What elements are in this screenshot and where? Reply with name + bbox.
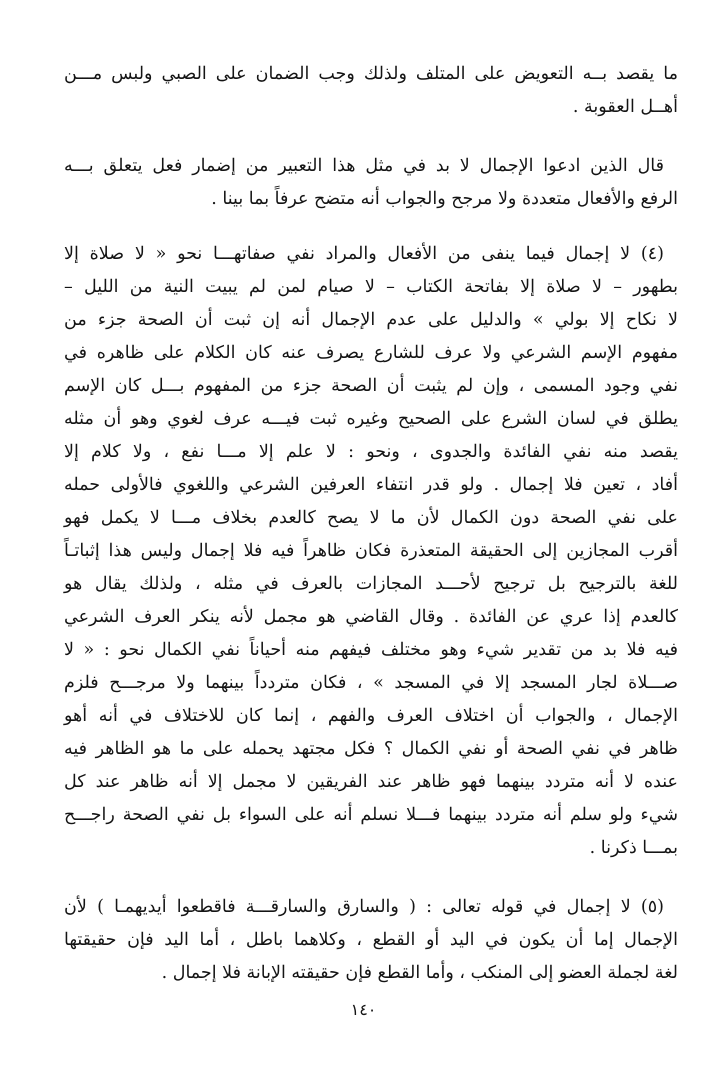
text-line: الرفع والأفعال متعددة ولا مرجح والجواب أنه متضح عرفاً بما بينا . — [211, 189, 678, 209]
text-line: بطهور – لا صلاة إلا بفاتحة الكتاب – لا صيام لمن لم يبيت النية من الليل – — [64, 277, 678, 297]
text-line: مفهوم الإسم الشرعي ولا عرف للشارع يصرف عنه كان الكلام على ظاهره في — [64, 343, 678, 363]
paragraph-4 — [64, 891, 678, 990]
text-line: عنده لا أنه متردد بينهما فهو ظاهر عند الفريقين لا مجمل إلا أنه ظاهر عند كل — [64, 772, 678, 792]
text-line: (٤) لا إجمال فيما ينفى من الأفعال والمراد نفي صفاتهـــا نحو « لا صلاة إلا — [64, 244, 664, 264]
text-line: على نفي الصحة دون الكمال لأن ما لا يصح كالعدم بخلاف مـــا لا يكمل فهو — [64, 508, 678, 528]
text-line: لغة لجملة العضو إلى المنكب ، وأما القطع فإن حقيقته الإبانة فلا إجمال . — [161, 963, 678, 983]
text-line: الإجمال إما أن يكون في اليد أو القطع ، وكلاهما باطل ، أما اليد فإن حقيقتها — [64, 930, 678, 950]
text-line: بمـــا ذكرنا . — [589, 838, 678, 858]
text-line: لا نكاح إلا بولي » والدليل على عدم الإجمال أنه إن ثبت أن الصحة جزء من — [64, 310, 678, 330]
text-line: أهــل العقوبة . — [572, 97, 678, 117]
text-line: أقرب المجازين إلى الحقيقة المتعذرة فكان ظاهراً فيه فلا إجمال وليس هذا إثباتـاً — [64, 541, 678, 561]
text-line: كالعدم إذا عري عن الفائدة . وقال القاضي هو مجمل لأنه ينكر العرف الشرعي — [64, 607, 678, 627]
text-line: ظاهر في نفي الصحة أو نفي الكمال ؟ فكل مجتهد يحمله على ما هو الظاهر فيه — [64, 739, 678, 759]
text-line: الإجمال ، والجواب أن اختلاف العرف والفهم ، إنما كان للاختلاف في أنه أهو — [64, 706, 678, 726]
page-number: ١٤٠ — [350, 1000, 377, 1019]
paragraph-3 — [64, 238, 678, 865]
paragraph-2 — [64, 150, 678, 216]
text-line: يقصد منه نفي الفائدة والجدوى ، ونحو : لا علم إلا مـــا نفع ، ولا كلام إلا — [64, 442, 678, 462]
text-line: نفي وجود المسمى ، وإن لم يثبت أن الصحة جزء من المفهوم بـــل كان الإسم — [64, 376, 678, 396]
text-line: شيء ولو سلم أنه متردد بينهما فـــلا نسلم أنه على السواء بل نفي الصحة راجـــح — [64, 805, 678, 825]
text-line: أفاد ، تعين فلا إجمال . ولو قدر انتفاء العرفين الشرعي واللغوي فالأولى حمله — [64, 475, 678, 495]
text-line: للغة بالترجيح بل ترجيح لأحـــد المجازات بالعرف في مثله ، ولذلك يقال هو — [64, 574, 678, 594]
text-line: ما يقصد بــه التعويض على المتلف ولذلك وجب الضمان على الصبي ولبس مـــن — [64, 64, 678, 84]
text-line: فيه فلا بد من تقدير شيء وهو مختلف فيفهم منه أحياناً نفي الكمال نحو : « لا — [64, 640, 678, 660]
text-line: قال الذين ادعوا الإجمال لا بد في مثل هذا التعبير من إضمار فعل يتعلق بـــه — [64, 156, 664, 176]
text-line: (٥) لا إجمال في قوله تعالى : ( والسارق والسارقـــة فاقطعوا أيديهمـا ) لأن — [64, 897, 664, 917]
paragraph-1 — [64, 58, 678, 124]
text-line: يطلق في لسان الشرع على الصحيح وغيره ثبت فيـــه عرف لغوي وهو أن مثله — [64, 409, 678, 429]
text-line: صـــلاة لجار المسجد إلا في المسجد » ، فكان متردداً بينهما ولا مرجـــح فلزم — [64, 673, 678, 693]
page-body — [64, 58, 678, 1016]
